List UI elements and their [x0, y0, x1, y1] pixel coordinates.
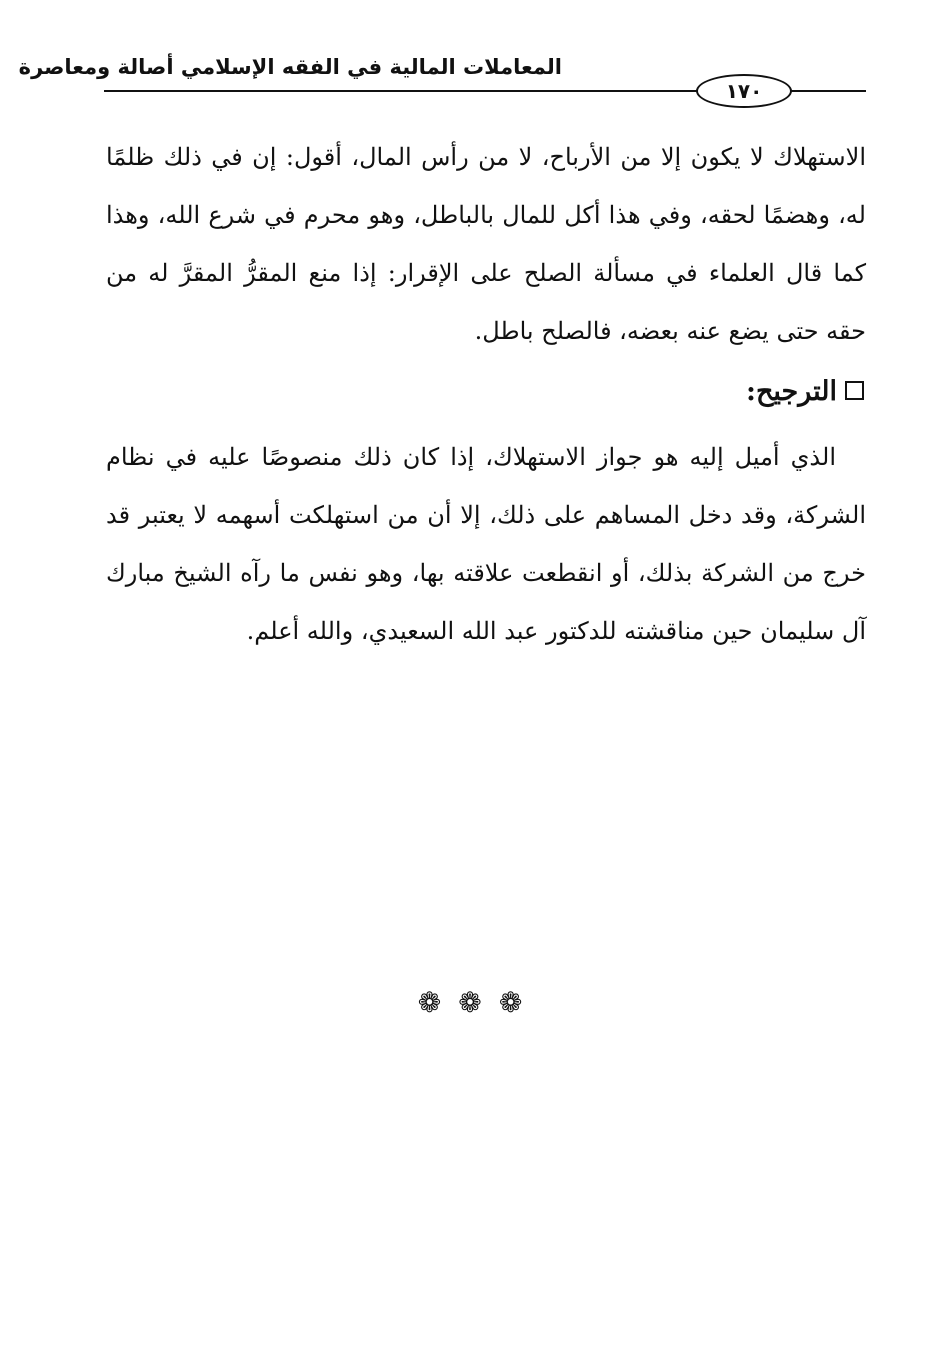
page-number: ١٧٠ [696, 74, 792, 108]
checkbox-square-icon [845, 381, 864, 400]
section-end-ornaments [0, 985, 940, 1021]
body-paragraph-1: الاستهلاك لا يكون إلا من الأرباح، لا من رأس المال، أقول: إن في ذلك ظلمًا له، وهضمًا لحقه، وفي هذا أكل للمال بالباطل، وهو محرم في شرع الله، وهذا كما قال العلماء في مسألة الصلح على الإقرار: إذا منع المقرُّ المقرَّ له من حقه حتى يضع عنه بعضه، فالصلح باطل. [106, 143, 866, 345]
floral-ornament-icon: ❁ [498, 986, 523, 1019]
section-heading-text: الترجيح: [745, 376, 837, 407]
running-title: المعاملات المالية في الفقه الإسلامي أصالة ومعاصرة [18, 55, 562, 79]
section-heading [746, 370, 864, 414]
body-paragraph-2: الذي أميل إليه هو جواز الاستهلاك، إذا كان ذلك منصوصًا عليه في نظام الشركة، وقد دخل المساهم على ذلك، إلا أن من استهلكت أسهمه لا يعتبر قد خرج من الشركة بذلك، أو انقطعت علاقته بها، وهو نفس ما رآه الشيخ مبارك آل سليمان حين مناقشته للدكتور عبد الله السعيدي، والله أعلم. [106, 443, 866, 645]
floral-ornament-icon: ❁ [458, 986, 482, 1019]
floral-ornament-icon: ❁ [417, 986, 442, 1019]
